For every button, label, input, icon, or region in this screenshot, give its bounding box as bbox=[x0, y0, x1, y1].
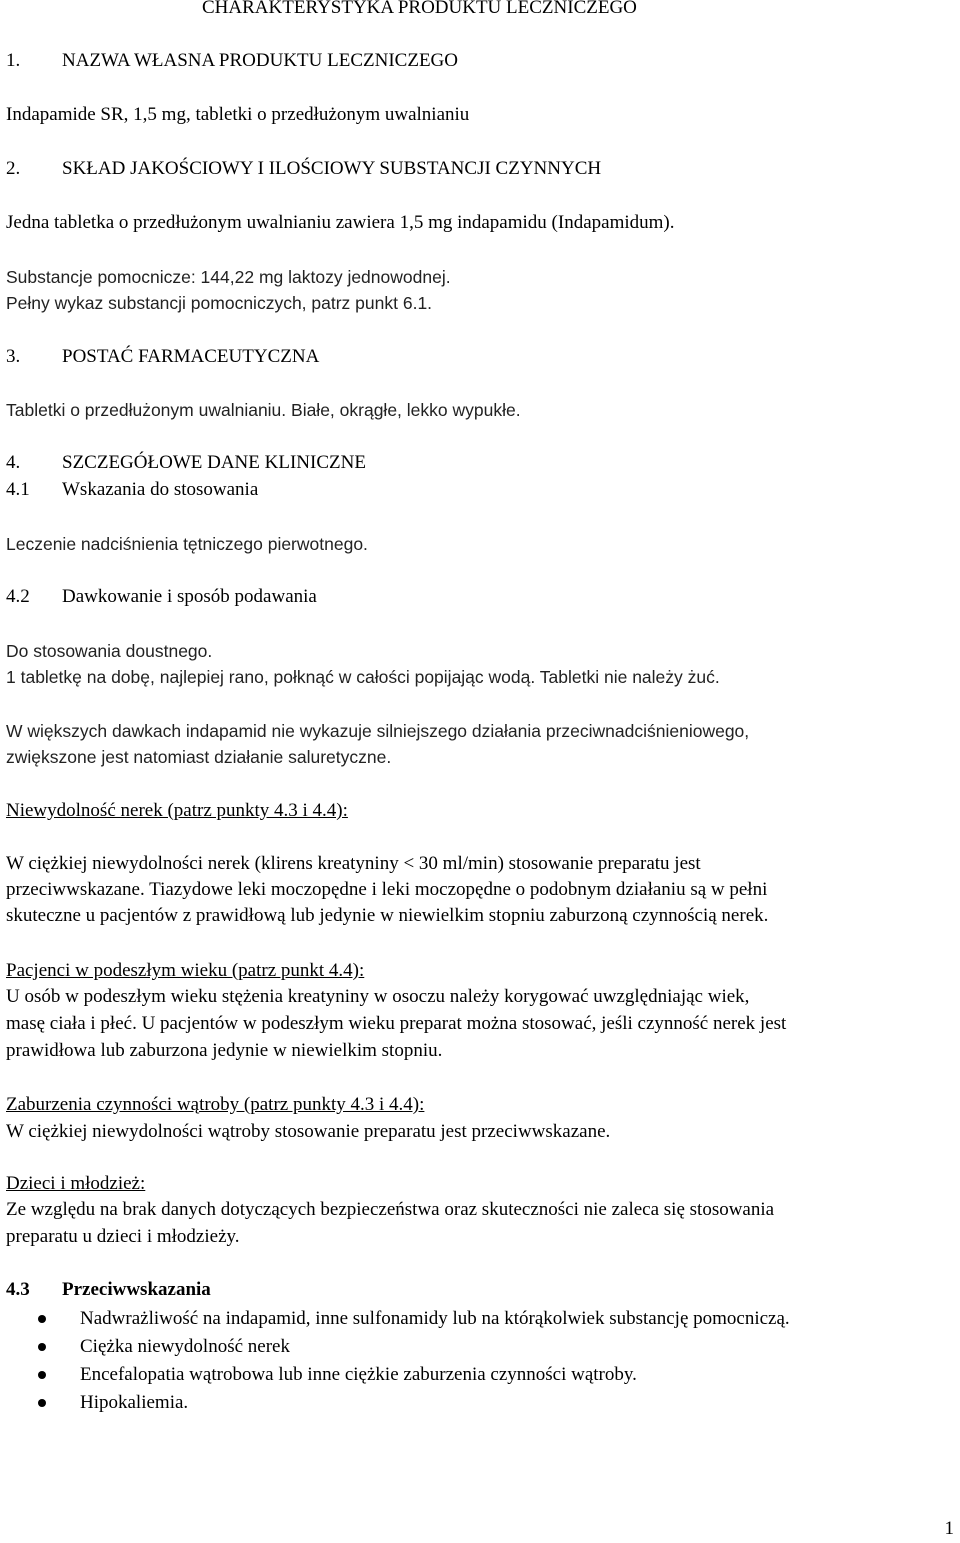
section-number: 4. bbox=[6, 452, 21, 473]
section-title: Dawkowanie i sposób podawania bbox=[62, 586, 317, 607]
elderly-subheading: Pacjenci w podeszłym wieku (patrz punkt 4.4): bbox=[6, 960, 365, 981]
list-item-text: Ciężka niewydolność nerek bbox=[80, 1336, 290, 1357]
route-text: Do stosowania doustnego. bbox=[6, 641, 213, 661]
renal-text: przeciwwskazane. Tiazydowe leki moczopędne i leki moczopędne o podobnym działaniu są w pełni bbox=[6, 879, 768, 900]
product-name: Indapamide SR, 1,5 mg, tabletki o przedłużonym uwalnianiu bbox=[6, 104, 470, 125]
hepatic-text: W ciężkiej niewydolności wątroby stosowanie preparatu jest przeciwwskazane. bbox=[6, 1121, 611, 1142]
elderly-text: masę ciała i płeć. U pacjentów w podeszłym wieku preparat można stosować, jeśli czynność nerek jest bbox=[6, 1013, 787, 1034]
renal-subheading: Niewydolność nerek (patrz punkty 4.3 i 4.4): bbox=[6, 800, 348, 821]
bullet-icon bbox=[38, 1371, 46, 1379]
section-4-1-heading bbox=[6, 479, 258, 501]
indications-text: Leczenie nadciśnienia tętniczego pierwotnego. bbox=[6, 534, 368, 554]
section-title: SKŁAD JAKOŚCIOWY I ILOŚCIOWY SUBSTANCJI CZYNNYCH bbox=[62, 158, 602, 179]
higher-dose-text: W większych dawkach indapamid nie wykazuje silniejszego działania przeciwnadciśnieniowego, bbox=[6, 721, 750, 741]
excipients-reference: Pełny wykaz substancji pomocniczych, patrz punkt 6.1. bbox=[6, 293, 433, 313]
list-item-text: Encefalopatia wątrobowa lub inne ciężkie zaburzenia czynności wątroby. bbox=[80, 1364, 637, 1385]
section-title: Przeciwwskazania bbox=[62, 1279, 211, 1300]
section-number: 4.1 bbox=[6, 479, 30, 500]
page-number: 1 bbox=[944, 1518, 954, 1539]
hepatic-subheading: Zaburzenia czynności wątroby (patrz punkty 4.3 i 4.4): bbox=[6, 1094, 425, 1115]
bullet-icon bbox=[38, 1343, 46, 1351]
dose-text: 1 tabletkę na dobę, najlepiej rano, połknąć w całości popijając wodą. Tabletki nie należy żuć. bbox=[6, 667, 720, 687]
section-4-heading bbox=[6, 452, 366, 474]
document-title: CHARAKTERYSTYKA PRODUKTU LECZNICZEGO bbox=[202, 0, 637, 18]
bullet-icon bbox=[38, 1399, 46, 1407]
children-text: Ze względu na brak danych dotyczących bezpieczeństwa oraz skuteczności nie zaleca się stosowania bbox=[6, 1199, 775, 1220]
renal-text: W ciężkiej niewydolności nerek (klirens kreatyniny < 30 ml/min) stosowanie preparatu jest bbox=[6, 853, 701, 874]
section-title: Wskazania do stosowania bbox=[62, 479, 259, 500]
elderly-text: prawidłowa lub zaburzona jedynie w niewielkim stopniu. bbox=[6, 1040, 443, 1061]
higher-dose-text: zwiększone jest natomiast działanie saluretyczne. bbox=[6, 747, 392, 767]
section-number: 1. bbox=[6, 50, 21, 71]
section-title: POSTAĆ FARMACEUTYCZNA bbox=[62, 346, 320, 367]
section-1-heading bbox=[6, 50, 458, 72]
elderly-text: U osób w podeszłym wieku stężenia kreatyniny w osoczu należy korygować uwzględniając wiek, bbox=[6, 986, 750, 1007]
section-3-heading bbox=[6, 346, 319, 368]
list-item-text: Nadwrażliwość na indapamid, inne sulfonamidy lub na którąkolwiek substancję pomocniczą. bbox=[80, 1308, 790, 1329]
renal-text: skuteczne u pacjentów z prawidłową lub jedynie w niewielkim stopniu zaburzoną czynnością nerek. bbox=[6, 905, 769, 926]
section-2-heading bbox=[6, 158, 601, 180]
section-number: 2. bbox=[6, 158, 21, 179]
excipients-text: Substancje pomocnicze: 144,22 mg laktozy jednowodnej. bbox=[6, 267, 451, 287]
section-number: 4.3 bbox=[6, 1279, 30, 1300]
composition-text: Jedna tabletka o przedłużonym uwalnianiu zawiera 1,5 mg indapamidu (Indapamidum). bbox=[6, 212, 675, 233]
pharmaceutical-form-text: Tabletki o przedłużonym uwalnianiu. Białe, okrągłe, lekko wypukłe. bbox=[6, 400, 521, 420]
section-number: 4.2 bbox=[6, 586, 30, 607]
section-title: NAZWA WŁASNA PRODUKTU LECZNICZEGO bbox=[62, 50, 458, 71]
section-4-2-heading bbox=[6, 586, 317, 608]
children-text: preparatu u dzieci i młodzieży. bbox=[6, 1226, 240, 1247]
children-subheading: Dzieci i młodzież: bbox=[6, 1173, 146, 1194]
section-4-3-heading bbox=[6, 1279, 211, 1301]
section-number: 3. bbox=[6, 346, 21, 367]
section-title: SZCZEGÓŁOWE DANE KLINICZNE bbox=[62, 452, 366, 473]
list-item-text: Hipokaliemia. bbox=[80, 1392, 189, 1413]
bullet-icon bbox=[38, 1315, 46, 1323]
